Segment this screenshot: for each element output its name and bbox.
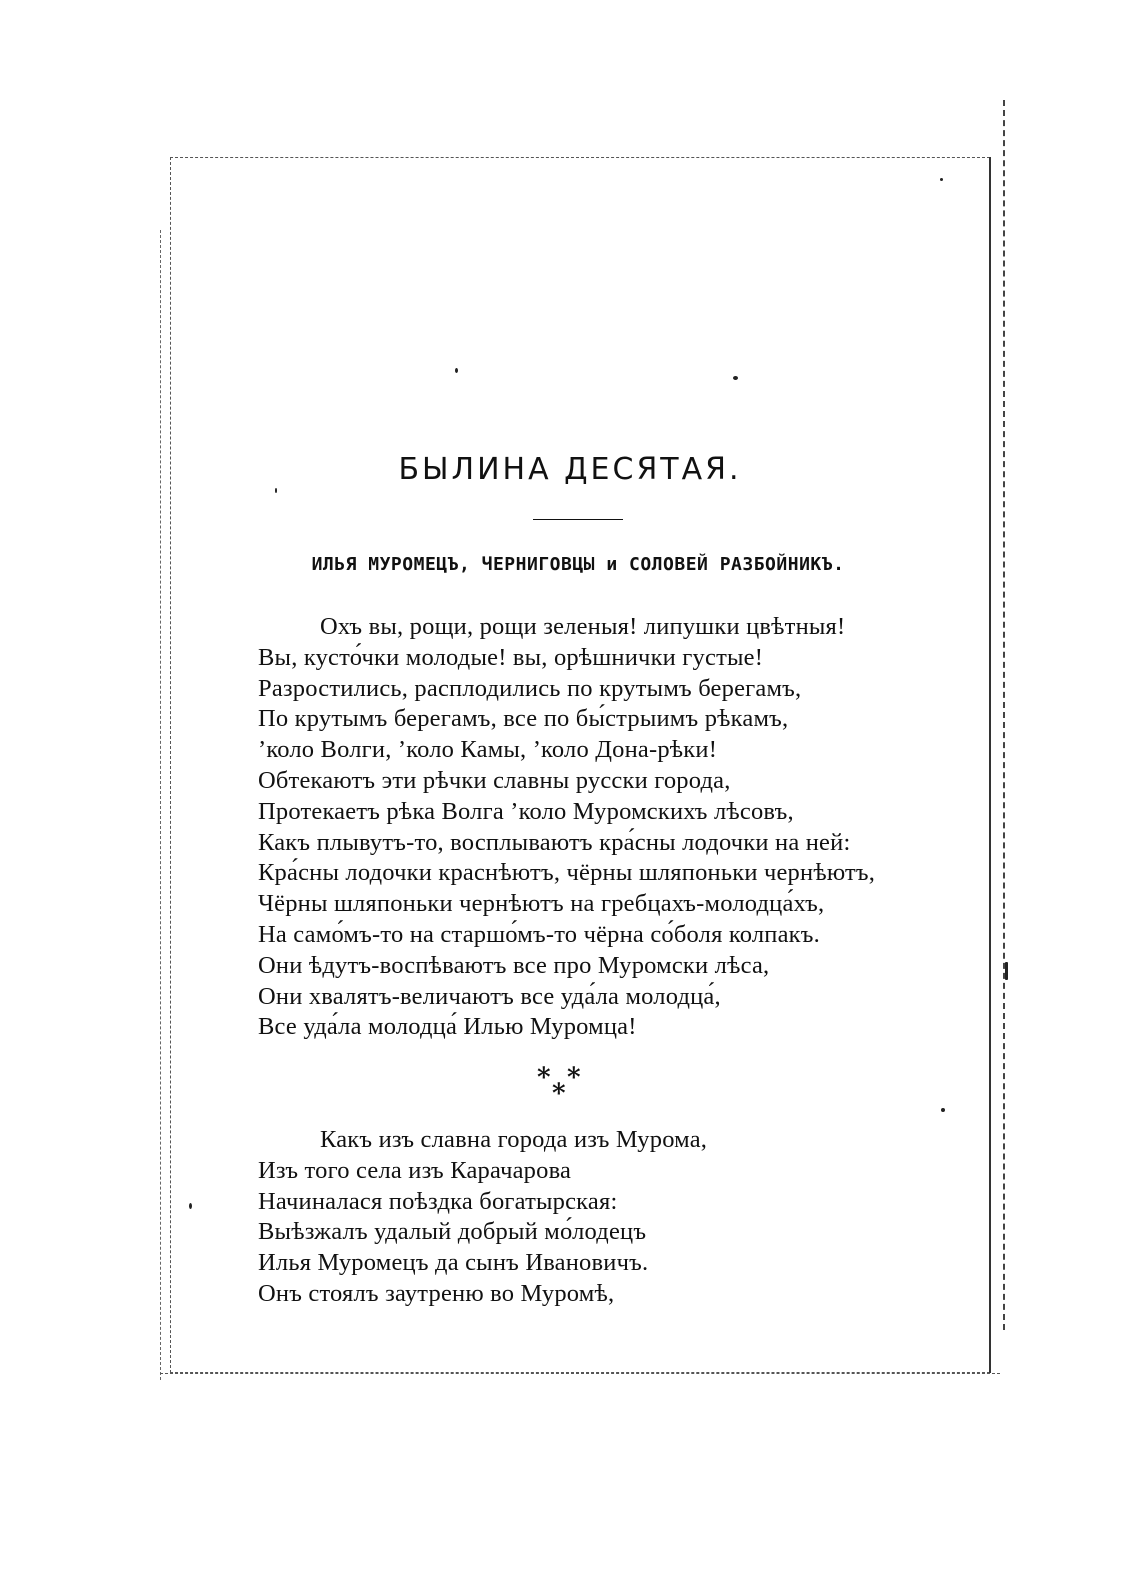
scan-speck — [455, 368, 458, 373]
page-title: БЫЛИНА ДЕСЯТАЯ. — [398, 452, 742, 487]
scan-speck — [940, 178, 943, 181]
poem-subtitle: ИЛЬЯ МУРОМЕЦЪ, ЧЕРНИГОВЦЫ и СОЛОВЕЙ РАЗБОЙНИКЪ. — [311, 554, 845, 575]
verse-line: Они хвалятъ-величаютъ все уда́ла молодца́, — [258, 982, 721, 1010]
asterisk-left: * — [537, 1063, 551, 1093]
verse-line: По крутымъ берегамъ, все по бы́стрыимъ рѣкамъ, — [258, 705, 789, 733]
title-divider — [533, 519, 623, 520]
verse-line: Они ѣдутъ-воспѣваютъ все про Муромски лѣса, — [258, 951, 770, 979]
verse-line: Разростились, расплодились по крутымъ берегамъ, — [258, 674, 802, 702]
verse-line: Чёрны шляпоньки чернѣютъ на гребцахъ-молодца́хъ, — [258, 890, 825, 918]
verse-line: Начиналася поѣздка богатырская: — [258, 1187, 618, 1215]
stanza-1 — [258, 612, 875, 1043]
scan-speck — [275, 488, 277, 493]
stanza-2 — [258, 1125, 707, 1310]
page-frame-left-outer-edge — [160, 230, 161, 1380]
verse-line: Протекаетъ рѣка Волга ’коло Муромскихъ лѣсовъ, — [258, 797, 794, 825]
verse-line: Выѣзжалъ удалый добрый мо́лодецъ — [258, 1218, 647, 1246]
asterism-divider — [535, 1063, 595, 1109]
verse-line: На само́мъ-то на старшо́мъ-то чёрна со́боля колпакъ. — [258, 920, 820, 948]
page-frame-bottom-edge — [160, 1373, 1000, 1374]
verse-line: Илья Муромецъ да сынъ Ивановичъ. — [258, 1249, 649, 1277]
page-frame-right-edge — [989, 157, 991, 1373]
verse-line: Изъ того села изъ Карачарова — [258, 1156, 572, 1184]
verse-line: Онъ стоялъ заутреню во Муромѣ, — [258, 1279, 615, 1307]
verse-line: Охъ вы, рощи, рощи зеленыя! липушки цвѣтныя! — [320, 613, 846, 640]
scan-speck — [1005, 962, 1008, 980]
scan-speck — [941, 1108, 945, 1112]
verse-line: ’коло Волги, ’коло Камы, ’коло Дона-рѣки! — [258, 736, 718, 764]
scan-speck — [733, 376, 738, 380]
verse-line: Какъ изъ славна города изъ Мурома, — [320, 1126, 708, 1153]
verse-line: Какъ плывутъ-то, восплываютъ кра́сны лодочки на ней: — [258, 828, 851, 856]
verse-line: Кра́сны лодочки краснѣютъ, чёрны шляпоньки чернѣютъ, — [258, 859, 876, 887]
asterisk-right: * — [567, 1063, 581, 1093]
verse-line: Все уда́ла молодца́ Илью Муромца! — [258, 1013, 637, 1041]
verse-line: Обтекаютъ эти рѣчки славны русски города, — [258, 766, 731, 794]
page-frame-right-outer-edge — [1003, 100, 1005, 1330]
verse-line: Вы, кусто́чки молодые! вы, орѣшнички густые! — [258, 643, 764, 671]
scan-speck — [189, 1203, 192, 1209]
asterisk-bottom: * — [552, 1079, 566, 1109]
